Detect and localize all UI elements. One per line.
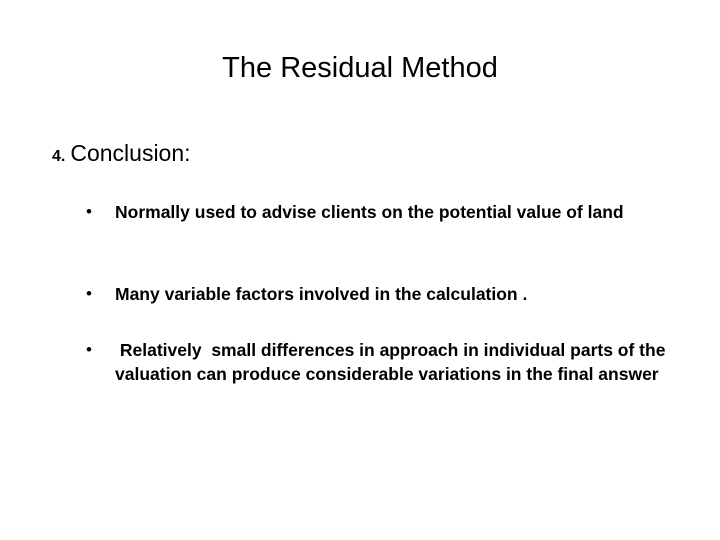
section-heading (52, 140, 191, 167)
section-label: Conclusion: (70, 140, 191, 166)
bullet-icon: • (86, 284, 92, 303)
bullet-text: Normally used to advise clients on the potential value of land (115, 202, 624, 222)
bullet-icon: • (86, 202, 92, 221)
bullet-text: Relatively small differences in approach in individual parts of the valuation can produce considerable variations in the final answer (115, 340, 676, 384)
bullet-text: Many variable factors involved in the calculation . (115, 284, 528, 304)
bullet-icon: • (86, 340, 92, 359)
section-number: 4. (52, 148, 66, 165)
slide-title: The Residual Method (222, 52, 498, 84)
